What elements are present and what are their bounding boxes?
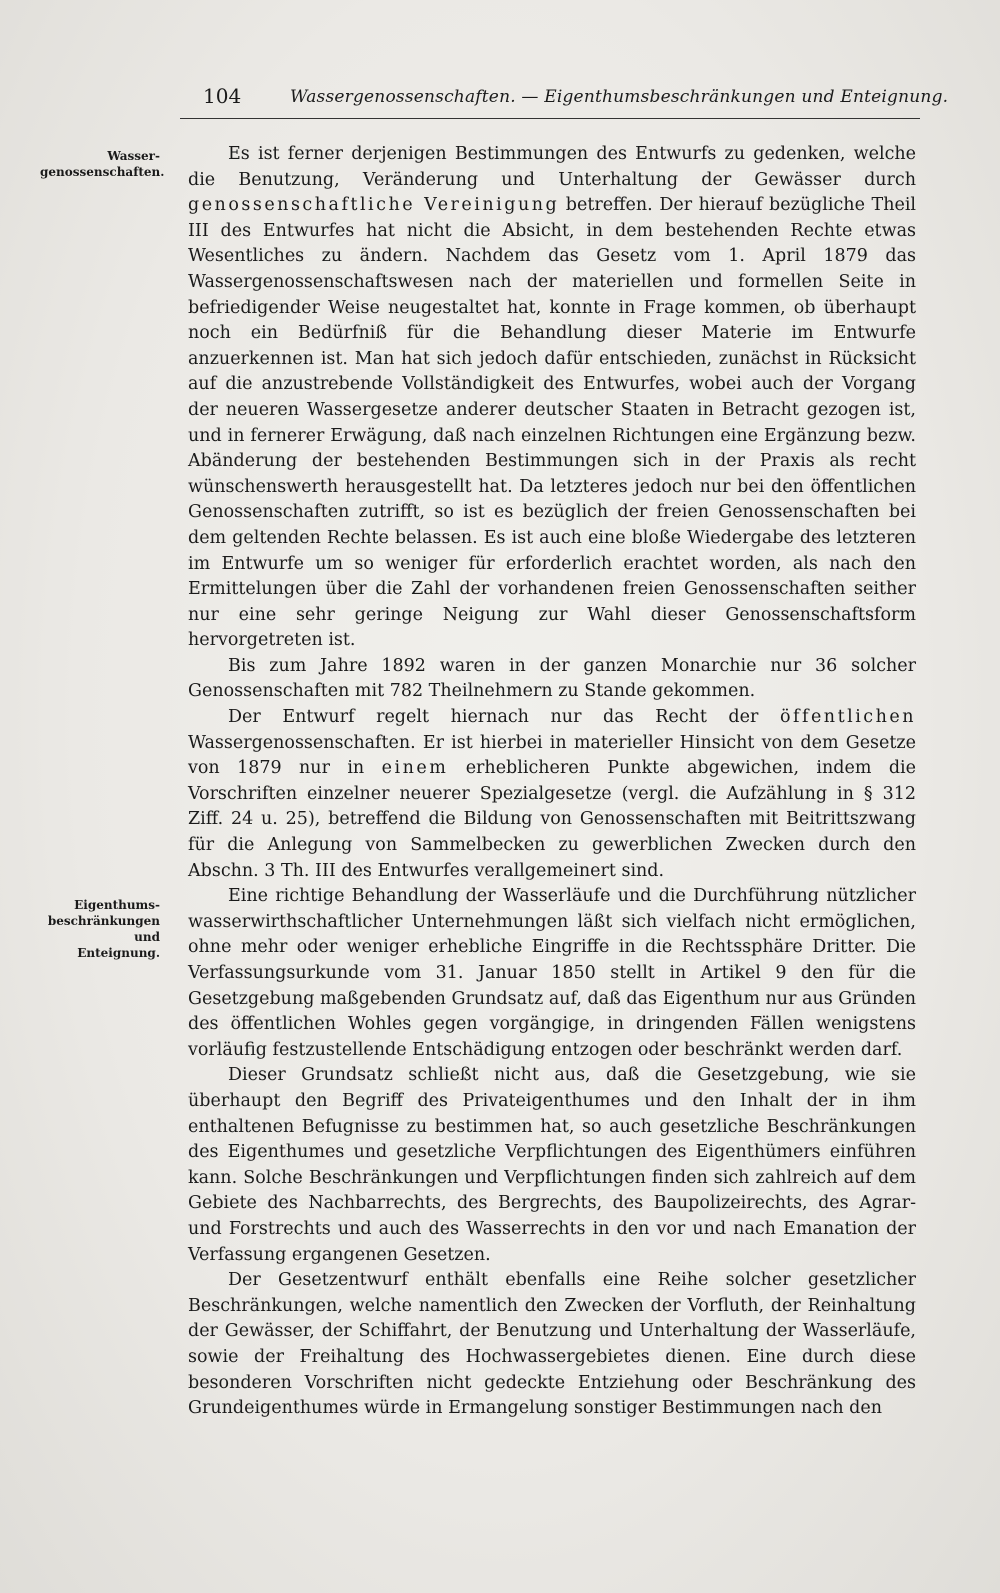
margin-note-wassergenossenschaften [40, 148, 165, 180]
body-text [188, 142, 916, 1422]
paragraph: Der Entwurf regelt hiernach nur das Recht der öffentlichen Wassergenossenschaften. Er ist hierbei in materieller Hinsicht von dem Gesetze von 1879 nur in einem erheblicheren Punkte abgewichen, indem die Vorschriften einzelner neuerer Spezialgesetze (vergl. die Aufzählung in § 312 Ziff. 24 u. 25), betreffend die Bildung von Genossenschaften mit Beitrittszwang für die Anlegung von Sammelbecken zu gewerblichen Zwecken durch den Abschn. 3 Th. III des Entwurfes verallgemeinert sind. [188, 707, 916, 881]
paragraph: Es ist ferner derjenigen Bestimmungen des Entwurfs zu gedenken, welche die Benutzung, Veränderung und Unterhaltung der Gewässer durch genossenschaftliche Vereinigung betreffen. Der hierauf bezügliche Theil III des Entwurfes hat nicht die Absicht, in dem bestehenden Rechte etwas Wesentliches zu ändern. Nachdem das Gesetz vom 1. April 1879 das Wassergenossenschaftswesen nach der materiellen und formellen Seite in befriedigender Weise neugestaltet hat, konnte in Frage kommen, ob überhaupt noch ein Bedürfniß für die Behandlung dieser Materie im Entwurfe anzuerkennen ist. Man hat sich jedoch dafür entschieden, zunächst in Rücksicht auf die anzustrebende Vollständigkeit des Entwurfes, wobei auch der Vorgang der neueren Wassergesetze anderer deutscher Staaten in Betracht gezogen ist, und in fernerer Erwägung, daß nach einzelnen Richtungen eine Ergänzung bezw. Abänderung der bestehenden Bestimmungen sich in der Praxis als recht wünschenswerth herausgestellt hat. Da letzteres jedoch nur bei den öffentlichen Genossenschaften zutrifft, so ist es bezüglich der freien Genossenschaften bei dem geltenden Rechte belassen. Es ist auch eine bloße Wiedergabe des letzteren im Entwurfe um so weniger für erforderlich erachtet worden, als nach den Ermittelungen über die Zahl der vorhandenen freien Genossenschaften seither nur eine sehr geringe Neigung zur Wahl dieser Genossenschaftsform hervorgetreten ist. [188, 144, 917, 651]
paragraph: Bis zum Jahre 1892 waren in der ganzen Monarchie nur 36 solcher Genossenschaften mit 782 Theilnehmern zu Stande gekommen. [188, 655, 916, 702]
margin-note-line: beschränkungen und [47, 914, 160, 944]
spaced-emphasis: genossenschaftliche Vereinigung [188, 195, 560, 216]
margin-note-line: Enteignung. [77, 946, 160, 960]
margin-note-line: Wasser- [107, 149, 160, 163]
spaced-emphasis: öffentlichen [779, 707, 916, 728]
page-header [195, 84, 949, 114]
margin-note-eigenthumsbeschraenkungen [40, 897, 160, 961]
paragraph: Der Gesetzentwurf enthält ebenfalls eine Reihe solcher gesetzlicher Beschränkungen, welche namentlich den Zwecken der Vorfluth, der Reinhaltung der Gewässer, der Schiffahrt, der Benutzung und Unterhaltung der Wasserläufe, sowie der Freihaltung des Hochwassergebietes dienen. Eine durch diese besonderen Vorschriften nicht gedeckte Entziehung oder Beschränkung des Grundeigenthumes würde in Ermangelung sonstiger Bestimmungen nach den [188, 1270, 916, 1419]
paragraph: Eine richtige Behandlung der Wasserläufe und die Durchführung nützlicher wasserwirthschaftlicher Unternehmungen läßt sich vielfach nicht ermöglichen, ohne mehr oder weniger erhebliche Eingriffe in die Rechtssphäre Dritter. Die Verfassungsurkunde vom 31. Januar 1850 stellt in Artikel 9 den für die Gesetzgebung maßgebenden Grundsatz auf, daß das Eigenthum nur aus Gründen des öffentlichen Wohles gegen vorgängige, in dringenden Fällen wenigstens vorläufig festzustellende Entschädigung entzogen oder beschränkt werden darf. [188, 886, 916, 1060]
page-number: 104 [203, 84, 242, 108]
header-rule [180, 118, 920, 119]
margin-note-line: Eigenthums- [74, 898, 160, 912]
margin-note-line: genossenschaften. [40, 165, 165, 179]
paragraph: Dieser Grundsatz schließt nicht aus, daß die Gesetzgebung, wie sie überhaupt den Begriff des Privateigenthumes und den Inhalt der in ihm enthaltenen Befugnisse zu bestimmen hat, so auch gesetzliche Beschränkungen des Eigenthumes und gesetzliche Verpflichtungen des Eigenthümers einführen kann. Solche Beschränkungen und Verpflichtungen finden sich zahlreich auf dem Gebiete des Nachbarrechts, des Bergrechts, des Baupolizeirechts, des Agrar- und Forstrechts und auch des Wasserrechts in den vor und nach Emanation der Verfassung ergangenen Gesetzen. [188, 1065, 916, 1265]
spaced-emphasis: einem [381, 758, 449, 779]
running-title: Wassergenossenschaften. — Eigenthumsbeschränkungen und Enteignung. [290, 87, 949, 107]
